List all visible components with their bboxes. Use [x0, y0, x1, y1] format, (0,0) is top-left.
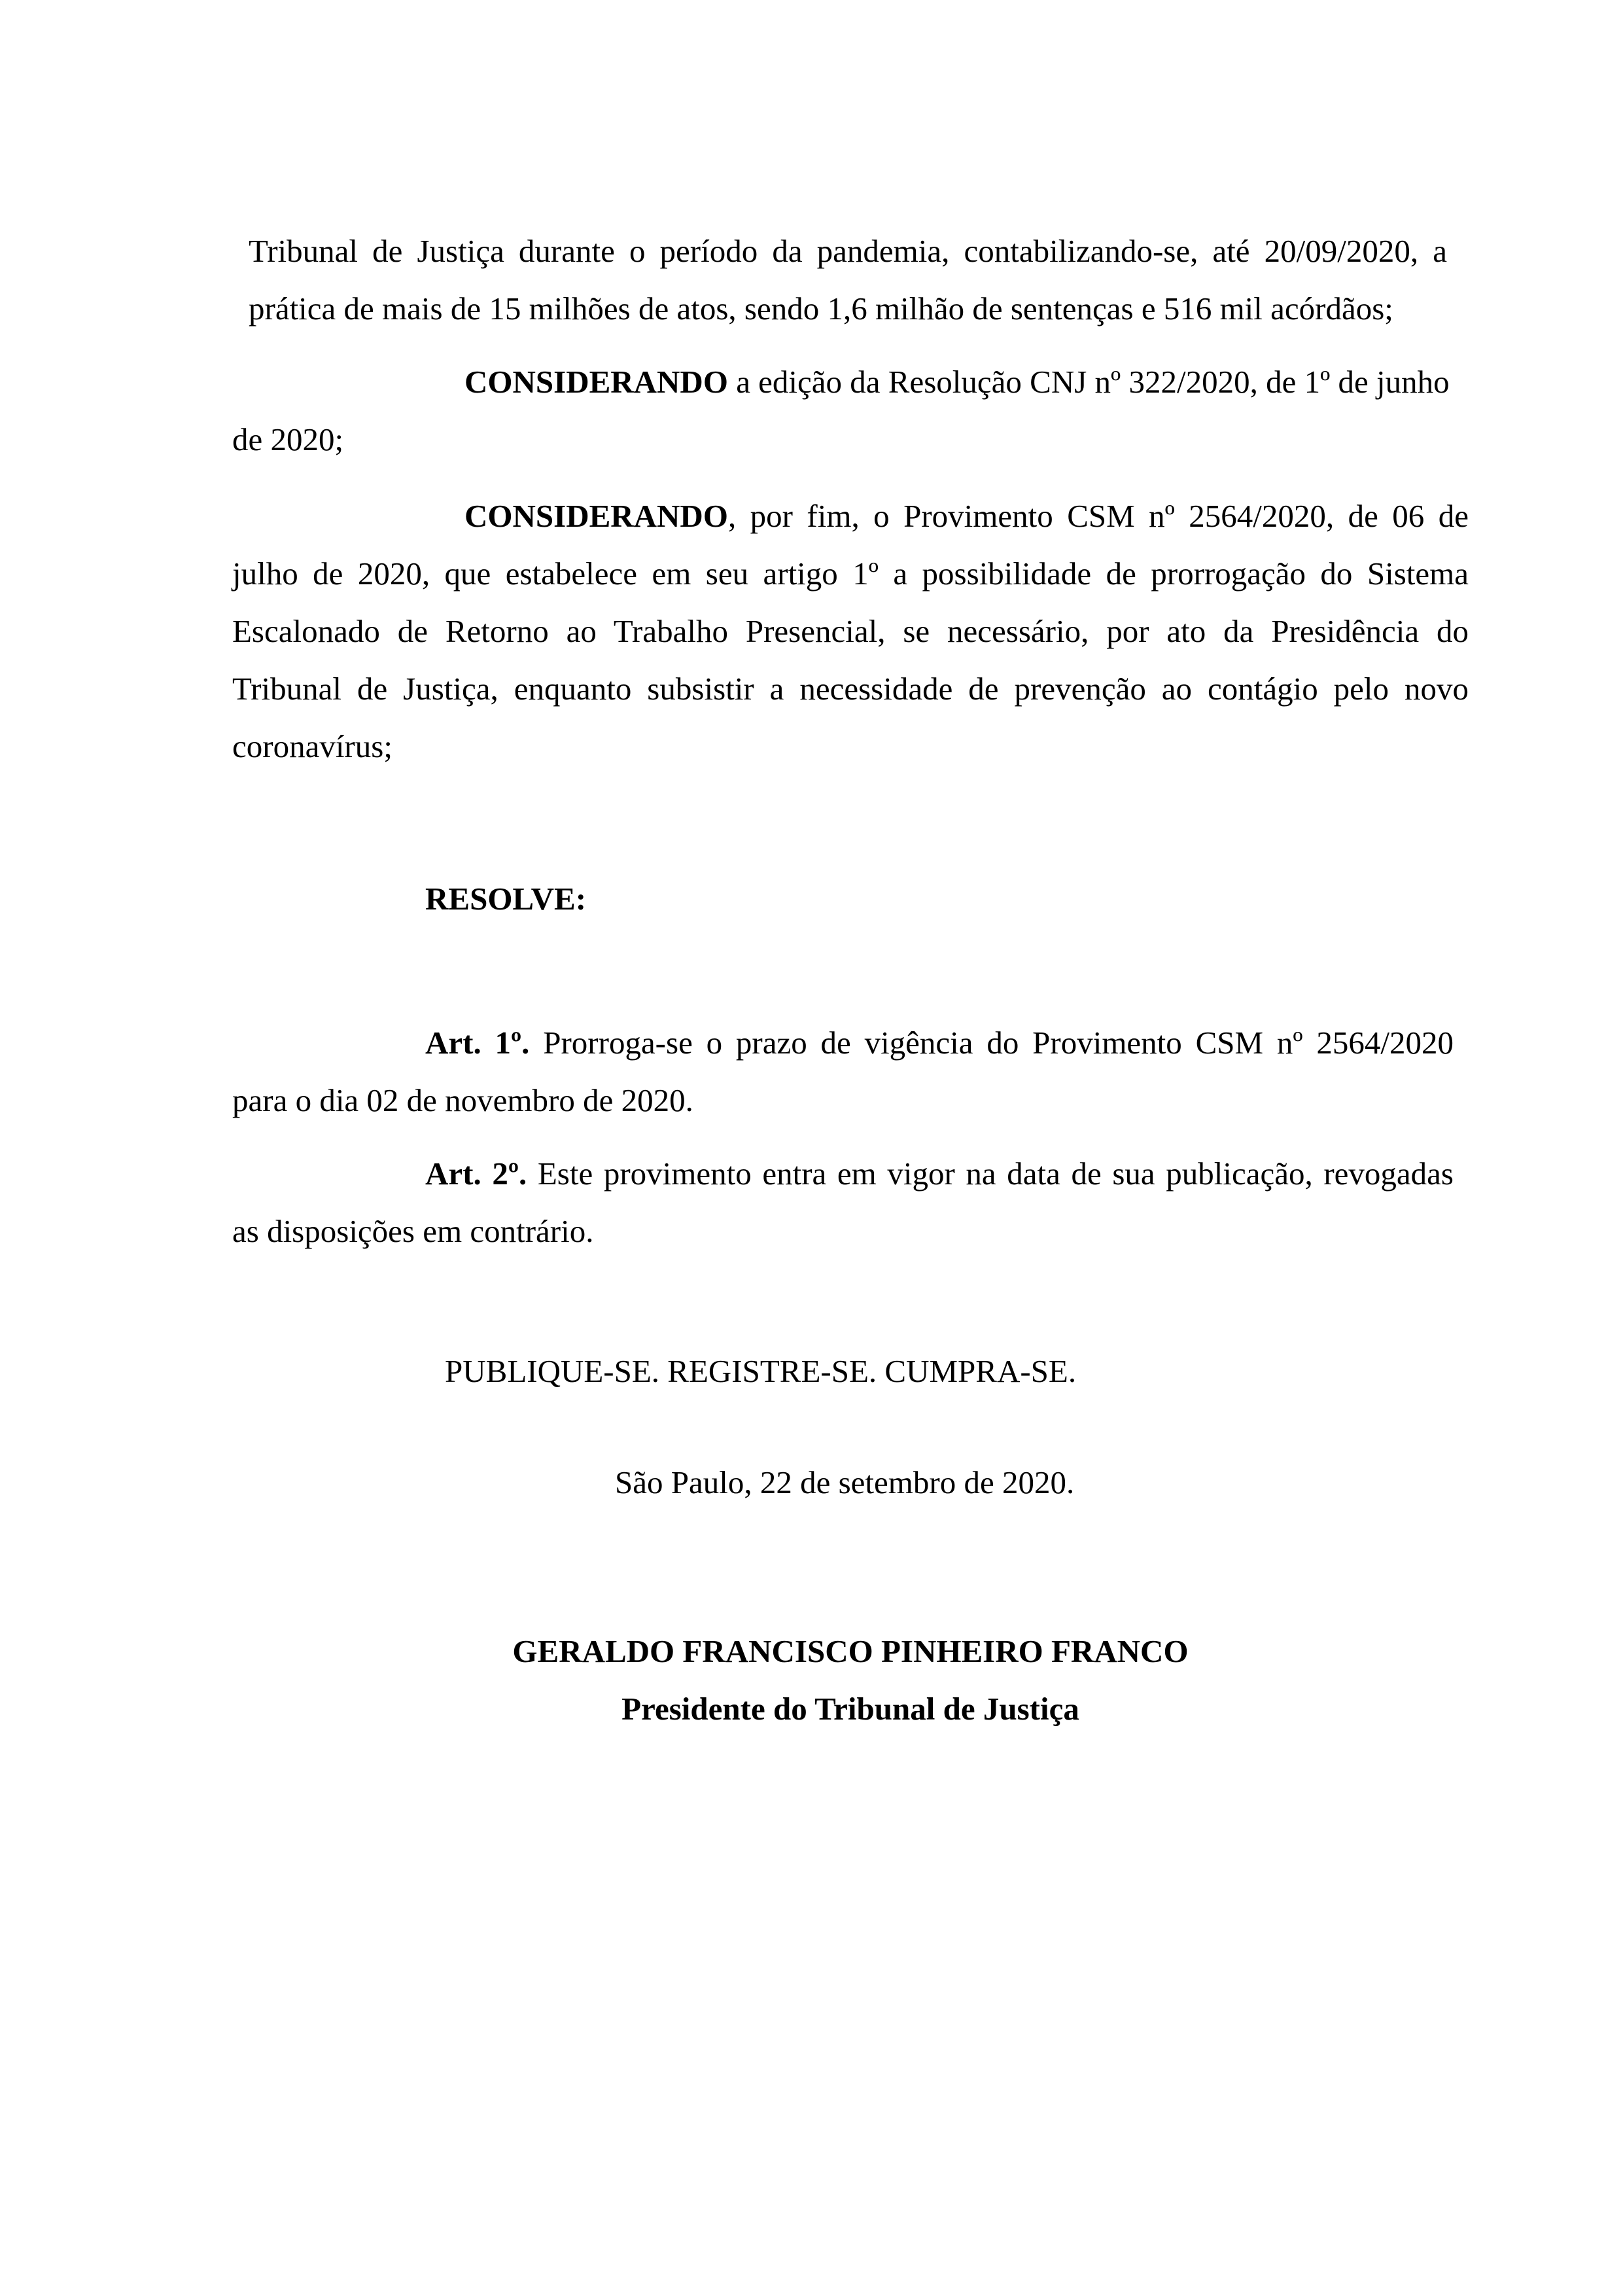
text: São Paulo, 22 de setembro de 2020.	[615, 1464, 1075, 1500]
considerando-paragraph-2-line5	[232, 718, 1469, 775]
resolve-heading	[425, 870, 949, 928]
article-2-line2	[232, 1203, 1462, 1260]
text: , por fim, o Provimento CSM nº 2564/2020, de 06 de	[727, 498, 1469, 534]
article-2-line1	[425, 1145, 1454, 1203]
closing-formula	[445, 1343, 1361, 1400]
text: prática de mais de 15 milhões de atos, sendo 1,6 milhão de sentenças e 516 mil acórdãos;	[249, 291, 1393, 327]
considerando-paragraph-1-line2	[232, 411, 1462, 468]
text: de 2020;	[232, 421, 344, 457]
considerando-paragraph-2-line3	[232, 603, 1469, 660]
signatory-name	[419, 1623, 1282, 1680]
signatory-title	[419, 1680, 1282, 1738]
text: Presidente do Tribunal de Justiça	[621, 1691, 1079, 1727]
article-2-label: Art. 2º.	[425, 1156, 527, 1192]
considerando-paragraph-1-line1	[464, 353, 1472, 411]
considerando-label: CONSIDERANDO	[464, 364, 728, 400]
text: RESOLVE:	[425, 881, 587, 917]
text: julho de 2020, que estabelece em seu artigo 1º a possibilidade de prorrogação do Sistema	[232, 556, 1469, 592]
text: as disposições em contrário.	[232, 1213, 594, 1249]
text: GERALDO FRANCISCO PINHEIRO FRANCO	[512, 1633, 1189, 1669]
text: coronavírus;	[232, 728, 393, 764]
text: Tribunal de Justiça, enquanto subsistir a necessidade de prevenção ao contágio pelo novo	[232, 671, 1469, 707]
paragraph-continuation-line2	[249, 280, 1447, 338]
considerando-label: CONSIDERANDO	[464, 498, 728, 534]
article-1-label: Art. 1º.	[425, 1025, 530, 1061]
text: Tribunal de Justiça durante o período da pandemia, contabilizando-se, até 20/09/2020, a	[249, 233, 1447, 269]
text: Prorroga-se o prazo de vigência do Provimento CSM nº 2564/2020	[529, 1025, 1454, 1061]
text: PUBLIQUE-SE. REGISTRE-SE. CUMPRA-SE.	[445, 1353, 1077, 1389]
paragraph-continuation-line1	[249, 222, 1447, 280]
considerando-paragraph-2-line2	[232, 545, 1469, 603]
place-date	[615, 1454, 1465, 1511]
article-1-line2	[232, 1072, 1462, 1129]
text: para o dia 02 de novembro de 2020.	[232, 1082, 693, 1118]
text: a edição da Resolução CNJ nº 322/2020, de 1º de junho	[727, 364, 1450, 400]
article-1-line1	[425, 1014, 1454, 1072]
text: Este provimento entra em vigor na data de sua publicação, revogadas	[527, 1156, 1454, 1192]
considerando-paragraph-2-line1	[464, 487, 1469, 545]
considerando-paragraph-2-line4	[232, 660, 1469, 718]
text: Escalonado de Retorno ao Trabalho Presencial, se necessário, por ato da Presidência do	[232, 613, 1469, 649]
